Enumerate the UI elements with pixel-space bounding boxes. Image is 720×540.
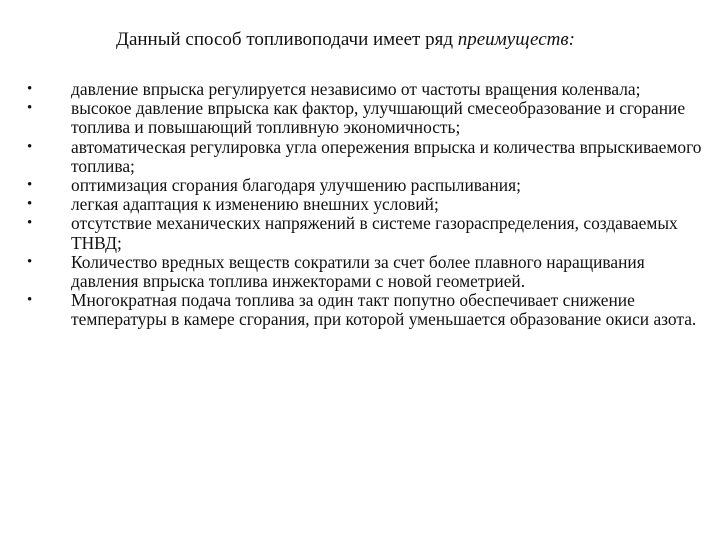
list-item: [22, 291, 702, 329]
list-item: [22, 195, 702, 214]
list-item-text: высокое давление впрыска как фактор, улучшающий смесеобразование и сгорание топлива и повышающий топливную экономичность;: [71, 98, 686, 138]
list-item-text: Количество вредных веществ сократили за счет более плавного наращивания давления впрыска топлива инжекторами с новой геометрией.: [71, 251, 645, 292]
list-item: [22, 176, 702, 195]
bullet-icon: •: [27, 253, 33, 270]
list-item: [22, 214, 702, 252]
title-text: Данный способ топливоподачи имеет ряд: [116, 29, 458, 50]
bullet-icon: •: [27, 138, 33, 155]
advantages-list: [22, 80, 702, 330]
slide-title: [116, 28, 696, 52]
list-item: [22, 138, 702, 176]
list-item: [22, 253, 702, 291]
bullet-icon: •: [27, 177, 33, 194]
list-item-text: отсутствие механических напряжений в системе газораспределения, создаваемых ТНВД;: [71, 213, 678, 253]
bullet-icon: •: [27, 215, 33, 232]
list-item-text: Многократная подача топлива за один такт попутно обеспечивает снижение температуры в камере сгорания, при которой уменьшается образование окиси азота.: [71, 290, 697, 330]
list-item: [22, 99, 702, 137]
list-item-text: автоматическая регулировка угла опережения впрыска и количества впрыскиваемого топлива;: [71, 136, 702, 176]
title-emphasis: преимуществ:: [457, 29, 575, 50]
bullet-icon: •: [27, 292, 33, 309]
list-item: [22, 80, 702, 99]
list-item-text: легкая адаптация к изменению внешних условий;: [71, 194, 439, 215]
bullet-icon: •: [27, 196, 33, 213]
bullet-icon: •: [27, 81, 33, 97]
list-item-text: оптимизация сгорания благодаря улучшению распыливания;: [71, 175, 521, 196]
bullet-icon: •: [27, 100, 33, 117]
list-item-text: давление впрыска регулируется независимо от частоты вращения коленвала;: [71, 79, 641, 99]
